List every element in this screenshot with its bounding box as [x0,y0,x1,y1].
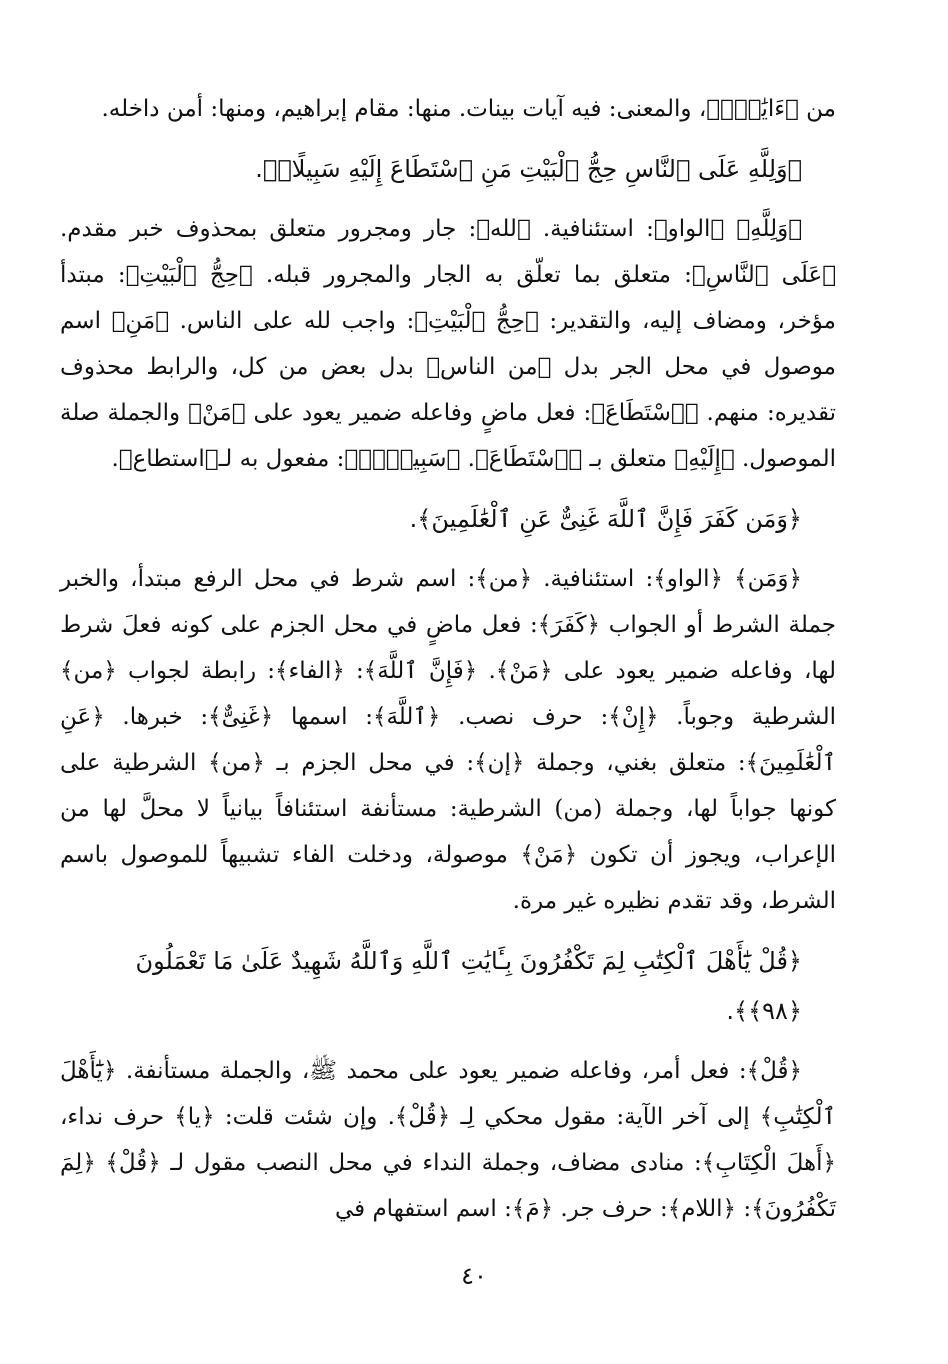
verse-hajj: ﴿وَلِلَّهِ عَلَى ٱلنَّاسِ حِجُّ ٱلْبَيْتِ مَنِ ٱسْتَطَاعَ إِلَيْهِ سَبِيلًاۚ﴾. [255,155,802,183]
page-number: ٤٠ [461,1262,487,1290]
verse-kafara: ﴿وَمَن كَفَرَ فَإِنَّ ٱللَّهَ غَنِىٌّ عَنِ ٱلْعَٰلَمِينَ﴾. [409,505,802,533]
paragraph-irab-qul: ﴿قُلْ﴾: فعل أمر، وفاعله ضمير يعود على محمد ﷺ، والجملة مستأنفة. ﴿يَٰٓأَهْلَ ٱلْكِتَٰبِ﴾ إلى آخر الآية: مقول محكي لِـ ﴿قُلْ﴾. وإن شئت قلت: ﴿يا﴾ حرف نداء، ﴿أَهلَ الْكِتَابِ﴾: منادى مضاف، وجملة النداء في محل النصب مقول لـ ﴿قُلْ﴾ ﴿لِمَ تَكْفُرُونَ﴾: ﴿اللام﴾: حرف جر. ﴿مَ﴾: اسم استفهام في [60,1058,836,1222]
paragraph-intro: من ﴿ءَايَٰتٌۢ﴾، والمعنى: فيه آيات بينات. منها: مقام إبراهيم، ومنها: أمن داخله. [101,96,836,122]
paragraph-irab-hajj: ﴿وَلِلَّهِ﴾ ﴿الواو﴾: استئنافية. ﴿لله﴾: جار ومجرور متعلق بمحذوف خبر مقدم. ﴿عَلَى ٱلنَّاسِ﴾: متعلق بما تعلّق به الجار والمجرور قبله. ﴿حِجُّ ٱلْبَيْتِ﴾: مبتدأ مؤخر، ومضاف إليه، والتقدير: ﴿حِجُّ ٱلْبَيْتِ﴾: واجب لله على الناس. ﴿مَنِ﴾ اسم موصول في محل الجر بدل ﴿من الناس﴾ بدل بعض من كل، والرابط محذوف تقديره: منهم. ﴿ٱسْتَطَاعَ﴾: فعل ماضٍ وفاعله ضمير يعود على ﴿مَنْ﴾ والجملة صلة الموصول. ﴿إِلَيْهِ﴾ متعلق بـ ﴿ٱسْتَطَاعَ﴾. ﴿سَبِيلًاۚ﴾: مفعول به لـ﴿استطاع﴾. [60,216,836,472]
page-body [60,86,836,1232]
paragraph-irab-kafara: ﴿وَمَن﴾ ﴿الواو﴾: استئنافية. ﴿من﴾: اسم شرط في محل الرفع مبتدأ، والخبر جملة الشرط أو الجواب ﴿كَفَرَ﴾: فعل ماضٍ في محل الجزم على كونه فعلَ شرط لها، وفاعله ضمير يعود على ﴿مَنْ﴾. ﴿فَإِنَّ ٱللَّهَ﴾: ﴿الفاء﴾: رابطة لجواب ﴿من﴾ الشرطية وجوباً. ﴿إِنْ﴾: حرف نصب. ﴿ٱللَّهَ﴾: اسمها ﴿غَنِىٌّ﴾: خبرها. ﴿عَنِ ٱلْعَٰلَمِينَ﴾: متعلق بغني، وجملة ﴿إن﴾: في محل الجزم بـ ﴿من﴾ الشرطية على كونها جواباً لها، وجملة (من) الشرطية: مستأنفة استئنافاً بيانياً لا محلَّ لها من الإعراب، ويجوز أن تكون ﴿مَنْ﴾ موصولة، ودخلت الفاء تشبيهاً للموصول باسم الشرط، وقد تقدم نظيره غير مرة. [60,566,836,914]
verse-ahl-al-kitab: ﴿قُلْ يَٰٓأَهْلَ ٱلْكِتَٰبِ لِمَ تَكْفُرُونَ بِـَٔايَٰتِ ٱللَّهِ وَٱللَّهُ شَهِيدٌ عَلَىٰ مَا تَعْمَلُونَ ﴿٩٨﴾﴾. [135,947,802,1025]
